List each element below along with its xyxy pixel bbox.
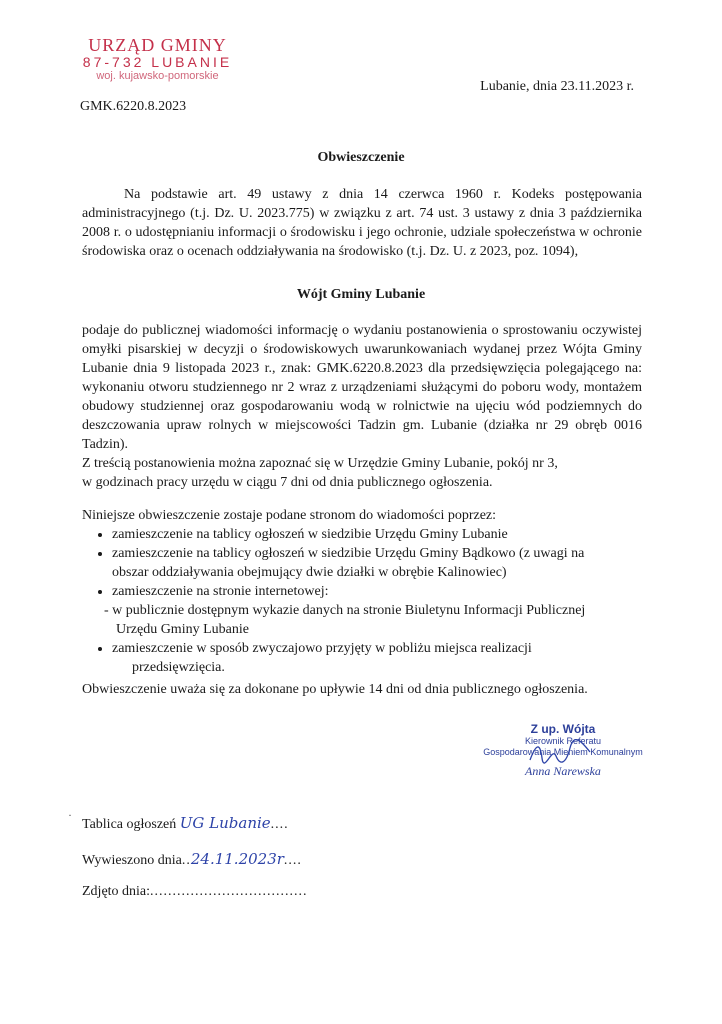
signature-role-1: Kierownik Referatu <box>524 736 602 746</box>
posted-field <box>82 850 302 869</box>
list-item-subtext: - w publicznie dostępnym wykazie danych na stronie Biuletynu Informacji Publicznej <box>104 603 586 618</box>
list-item <box>112 639 657 677</box>
list-item-text: obszar oddziaływania obejmujący dwie działki w obrębie Kalinowiec) <box>112 565 507 580</box>
board-label: Tablica ogłoszeń <box>82 817 177 832</box>
posted-value: 24.11.2023r <box>190 850 284 868</box>
dotted-line: .... <box>270 817 289 832</box>
list-item-subtext: Urzędu Gminy Lubanie <box>116 622 249 637</box>
dotted-line: .... <box>283 853 302 868</box>
intro-paragraph <box>82 185 642 261</box>
signature-authorization: Z up. Wójta <box>530 722 596 736</box>
dotted-line: .. <box>181 853 191 868</box>
signature-role-2: Gospodarowania Mieniem Komunalnym <box>483 747 643 757</box>
stamp-line-3: woj. kujawsko-pomorskie <box>96 70 219 82</box>
document-title: Obwieszczenie <box>317 150 405 165</box>
stamp-line-2: 87-732 LUBANIE <box>82 54 233 70</box>
list-item-text: • zamieszczenie na tablicy ogłoszeń w siedzibie Urzędu Gminy Bądkowo (z uwagi na <box>112 546 585 561</box>
list-item <box>104 582 657 639</box>
reference-number: GMK.6220.8.2023 <box>80 99 187 114</box>
info-line-2: w godzinach pracy urzędu w ciągu 7 dni od dnia publicznego ogłoszenia. <box>82 475 493 490</box>
posted-label: Wywieszono dnia <box>82 853 182 868</box>
body-paragraph <box>82 321 642 454</box>
stamp-line-1: URZĄD GMINY <box>88 35 227 55</box>
signature-block <box>478 722 648 779</box>
dotted-line: ................................... <box>150 884 308 899</box>
list-item-text: przedsięwzięcia. <box>132 660 225 675</box>
list-item <box>112 544 657 582</box>
authority-heading: Wójt Gminy Lubanie <box>296 287 426 302</box>
body-text: podaje do publicznej wiadomości informację o wydaniu postanowienia o sprostowaniu oczywistej omyłki pisarskiej w decyzji o środowiskowych uwarunkowaniach wydanej przez Wójta Gminy Lubanie dnia 9 listopada 2023 r., znak: GMK.6220.8.2023 dla przedsięwzięcia polegającego na: wykonaniu otworu studziennego nr 2 wraz z urządzeniami służącymi do poboru wody, montażem obudowy studziennej oraz gospodarowaniu wodą w rolnictwie na ujęciu wód podziemnych do deszczowania upraw rolnych w miejscowości Tadzin gm. Lubanie (działka nr 29 obręb 0016 Tadzin). <box>82 323 642 452</box>
info-paragraph <box>82 454 558 492</box>
margin-mark: · <box>68 808 72 822</box>
handwritten-signature <box>526 738 596 768</box>
place-date: Lubanie, dnia 23.11.2023 r. <box>480 79 634 94</box>
notice-methods-list <box>90 525 657 677</box>
removed-field <box>82 884 308 900</box>
board-value: UG Lubanie <box>179 814 271 832</box>
signatory-name: Anna Narewska <box>525 764 601 778</box>
notice-intro: Niniejsze obwieszczenie zostaje podane stronom do wiadomości poprzez: <box>82 508 497 523</box>
list-item-text: • zamieszczenie na stronie internetowej: <box>112 584 329 599</box>
info-line-1: Z treścią postanowienia można zapoznać się w Urzędzie Gminy Lubanie, pokój nr 3, <box>82 456 558 471</box>
intro-text: Na podstawie art. 49 ustawy z dnia 14 czerwca 1960 r. Kodeks postępowania administracyjnego (t.j. Dz. U. 2023.775) w związku z art. 74 ust. 3 ustawy z dnia 3 października 2008 r. o udostępnianiu informacji o środowisku i jego ochronie, udziale społeczeństwa w ochronie środowiska oraz o ocenach oddziaływania na środowisko (t.j. Dz. U. z 2023, poz. 1094), <box>82 187 642 259</box>
list-item-text: zamieszczenie na tablicy ogłoszeń w siedzibie Urzędu Gminy Lubanie <box>112 527 508 542</box>
office-stamp <box>70 36 245 83</box>
closing-statement: Obwieszczenie uważa się za dokonane po upływie 14 dni od dnia publicznego ogłoszenia. <box>82 682 588 697</box>
list-item-text: • zamieszczenie w sposób zwyczajowo przyjęty w pobliżu miejsca realizacji <box>112 641 532 656</box>
removed-label: Zdjęto dnia: <box>82 884 151 899</box>
board-field <box>82 814 289 833</box>
list-item <box>112 525 657 544</box>
